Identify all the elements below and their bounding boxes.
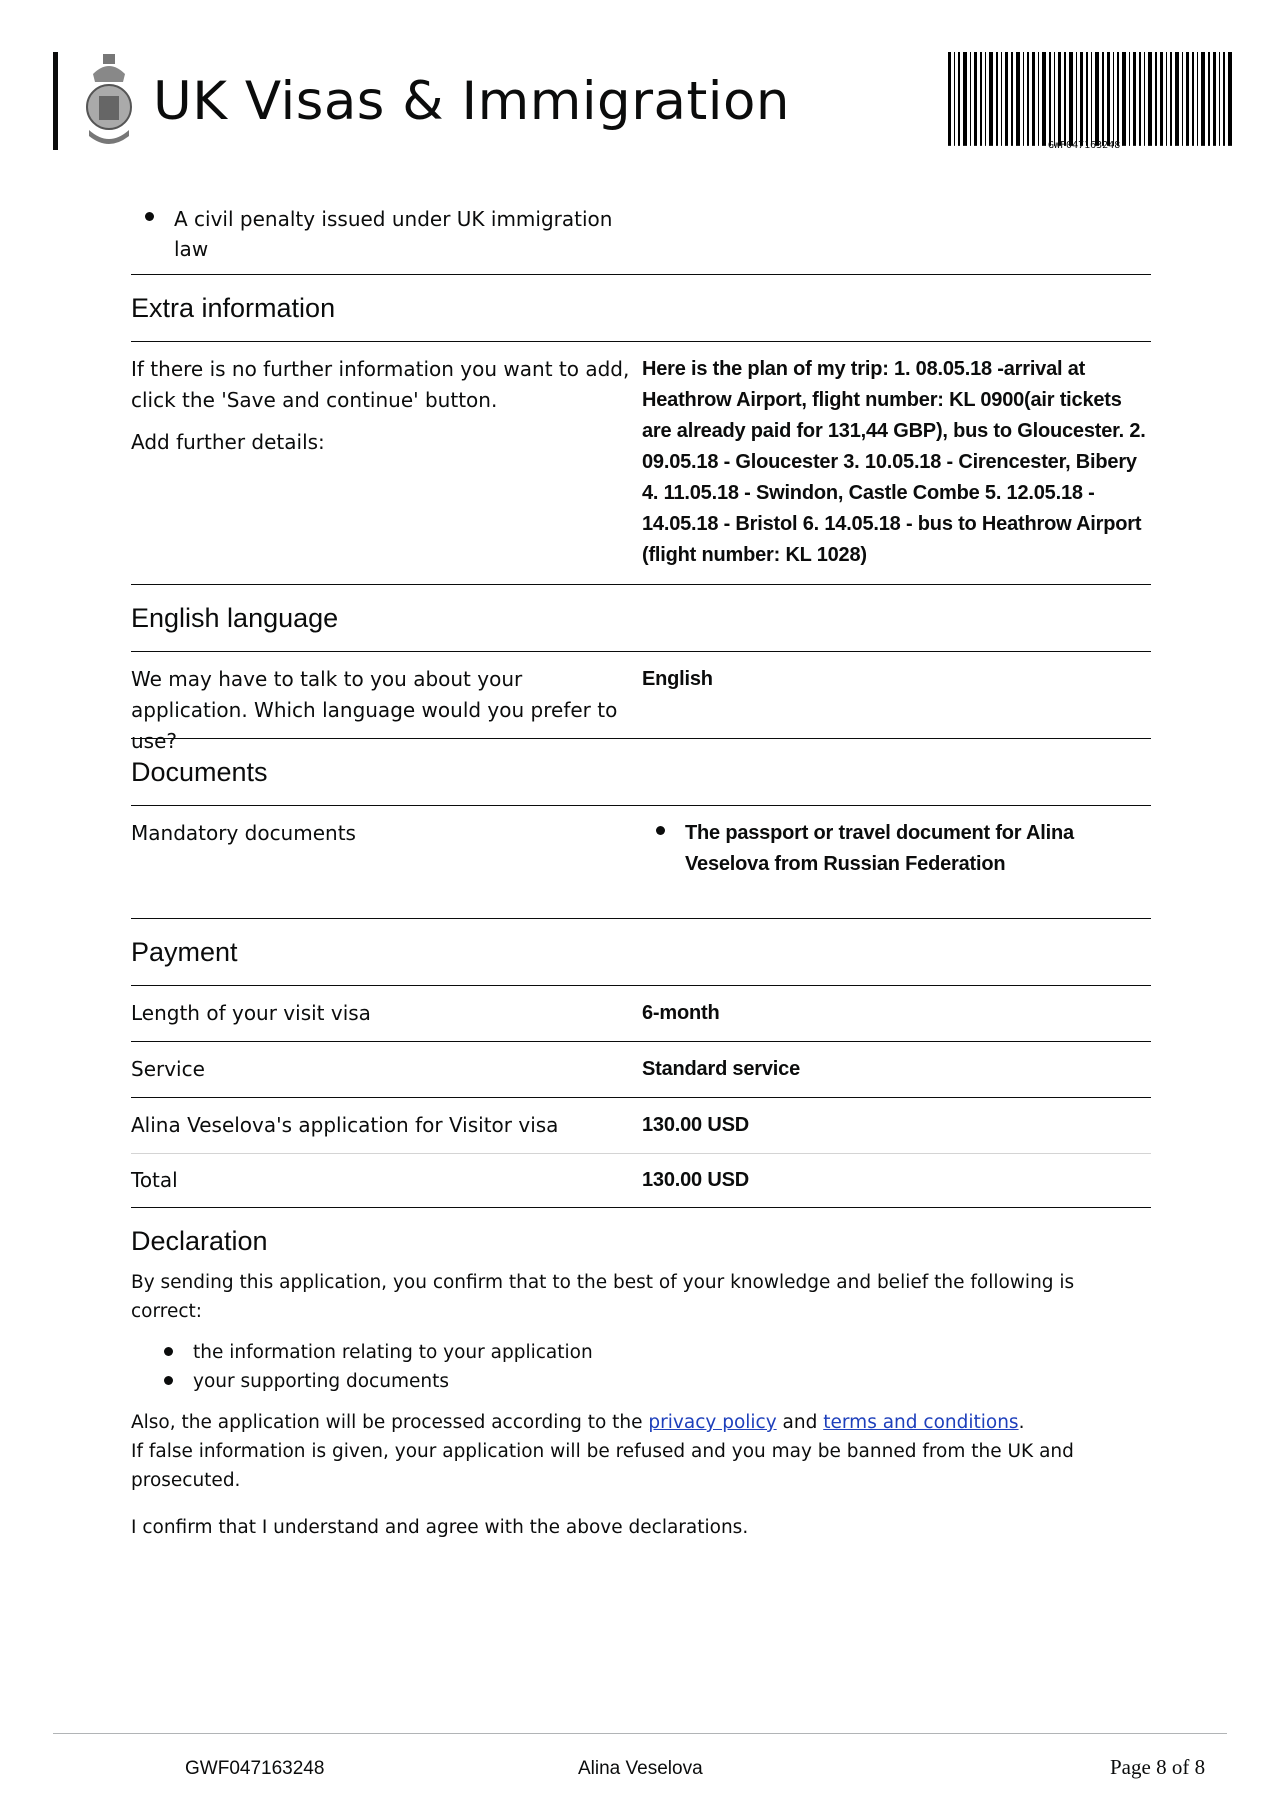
table-row <box>131 986 1151 1041</box>
english-language-row <box>131 652 1151 753</box>
footer-divider <box>53 1733 1227 1734</box>
table-row <box>131 1154 1151 1207</box>
footer-reference: GWF047163248 <box>185 1758 325 1779</box>
barcode-number: GWF047163248 <box>1048 140 1121 151</box>
extra-information-row <box>131 342 1151 584</box>
declaration-list <box>131 1338 1151 1396</box>
barcode <box>948 52 1233 148</box>
question-text: We may have to talk to you about your application. Which language would you prefer to use? <box>131 667 618 753</box>
declaration-false-info: If false information is given, your application will be refused and you may be banned from the UK and prosecuted. <box>131 1441 1074 1491</box>
brand-title: UK Visas & Immigration <box>153 71 790 132</box>
declaration-confirm: I confirm that I understand and agree with the above declarations. <box>131 1517 749 1538</box>
list-item: A civil penalty issued under UK immigration law <box>131 204 621 264</box>
and-text: and <box>776 1412 824 1433</box>
list-item: your supporting documents <box>131 1367 1151 1396</box>
table-row <box>131 1098 1151 1153</box>
section-title-declaration: Declaration <box>131 1226 268 1256</box>
table-row <box>131 1042 1151 1097</box>
payment-label: Alina Veselova's application for Visitor visa <box>131 1113 559 1137</box>
payment-value: 130.00 USD <box>642 1114 749 1136</box>
declaration-processed-text: Also, the application will be processed according to the <box>131 1412 649 1433</box>
list-item: The passport or travel document for Alina Veselova from Russian Federation <box>642 818 1151 880</box>
declaration-processed <box>131 1408 1151 1437</box>
payment-total: 130.00 USD <box>642 1169 749 1191</box>
extra-information-answer: Here is the plan of my trip: 1. 08.05.18 -arrival at Heathrow Airport, flight number: KL 0900(air tickets are already paid for 131,44 GBP), bus to Gloucester. 2. 09.05.18 - Gloucester 3. 10.05.18 - Cirencester, Bibery 4. 11.05.18 - Swindon, Castle Combe 5. 12.05.18 - 14.05.18 - Bristol 6. 14.05.18 - bus to Heathrow Airport (flight number: KL 1028) <box>642 358 1146 566</box>
payment-value: Standard service <box>642 1058 800 1080</box>
english-language-answer: English <box>642 668 713 690</box>
header-bar <box>53 52 58 150</box>
documents-answer <box>642 818 1151 918</box>
privacy-policy-link[interactable]: privacy policy <box>648 1412 777 1433</box>
footer-applicant-name: Alina Veselova <box>578 1758 703 1779</box>
page-number: Page 8 of 8 <box>1110 1755 1206 1779</box>
terms-and-conditions-link[interactable]: terms and conditions <box>823 1412 1019 1433</box>
question-text: Mandatory documents <box>131 821 356 845</box>
list-item: the information relating to your application <box>131 1338 1151 1367</box>
section-title-english-language: English language <box>131 603 339 633</box>
payment-label: Length of your visit visa <box>131 1001 371 1025</box>
documents-list <box>642 818 1151 880</box>
section-title-payment: Payment <box>131 937 238 967</box>
royal-crest-icon <box>79 52 139 152</box>
documents-row <box>131 806 1151 918</box>
previous-list <box>131 204 621 264</box>
application-content <box>131 200 1151 1542</box>
payment-label: Total <box>131 1168 178 1192</box>
section-title-documents: Documents <box>131 757 268 787</box>
payment-label: Service <box>131 1057 205 1081</box>
header <box>53 52 1233 152</box>
period-text: . <box>1018 1412 1025 1433</box>
payment-value: 6-month <box>642 1002 720 1024</box>
question <box>131 354 642 584</box>
question-text: Add further details: <box>131 430 325 454</box>
declaration-intro: By sending this application, you confirm that to the best of your knowledge and belief the following is correct: <box>131 1272 1075 1322</box>
section-title-extra-information: Extra information <box>131 293 336 323</box>
question-text: If there is no further information you want to add, click the 'Save and continue' button. <box>131 357 630 412</box>
